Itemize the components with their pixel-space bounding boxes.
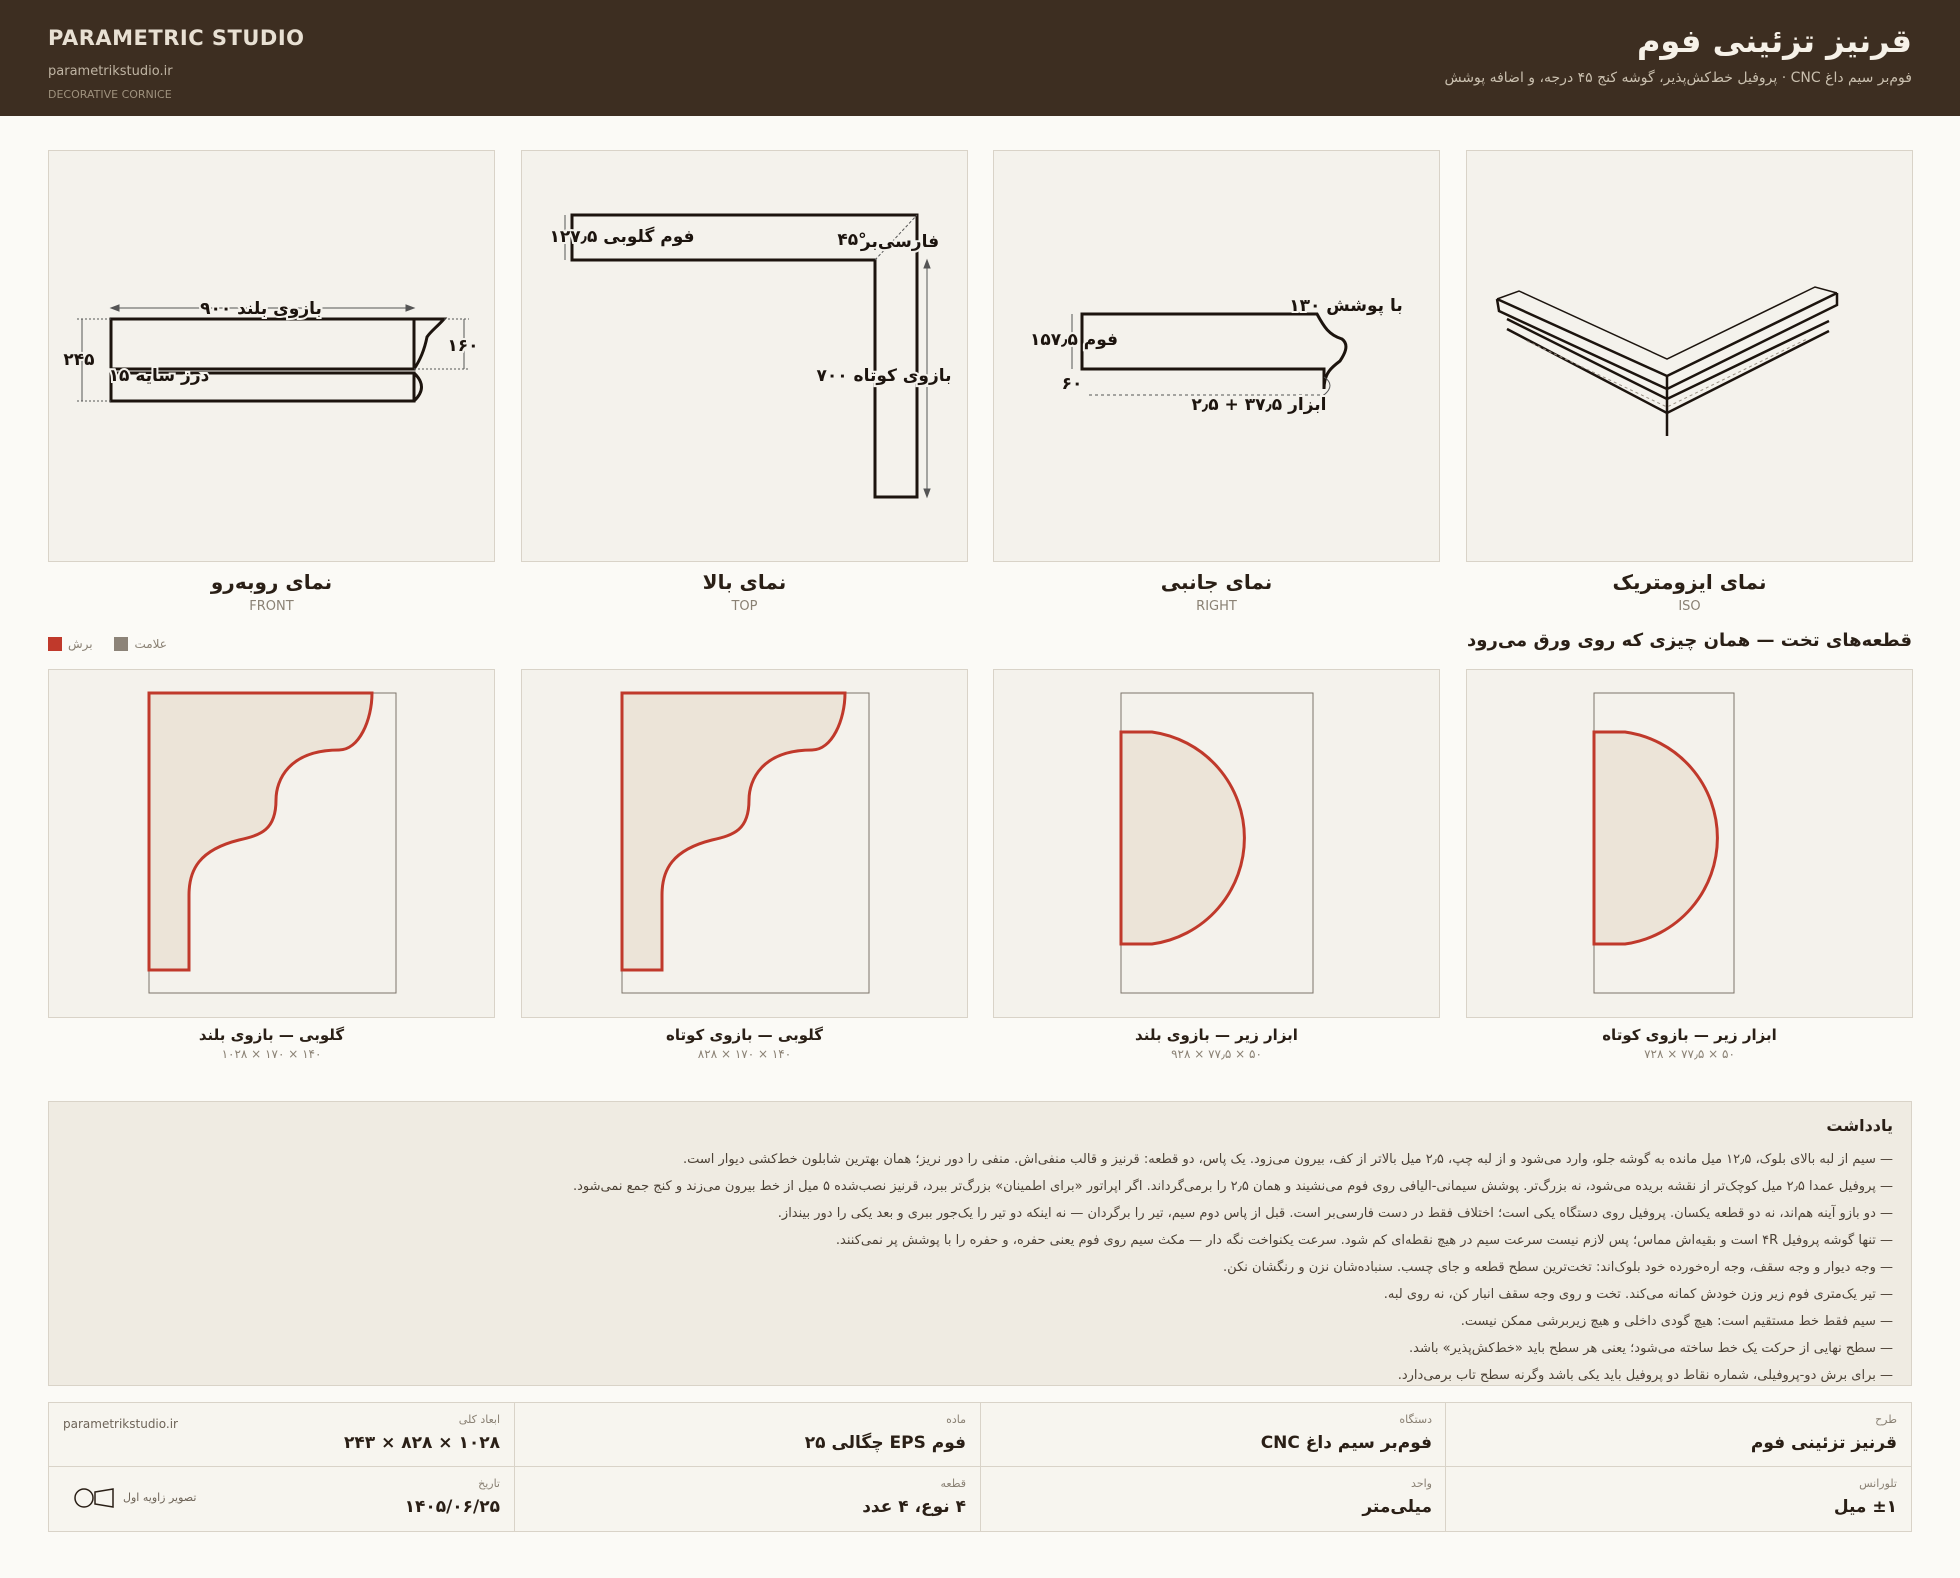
tb-design-value: قرنیز تزئینی فوم — [1750, 1433, 1897, 1453]
brand-url[interactable]: parametrikstudio.ir — [48, 64, 173, 79]
tb-unit-cell — [981, 1467, 1446, 1530]
front-view-drawing — [49, 151, 494, 561]
tb-machine-cell — [981, 1403, 1446, 1466]
note-item: — دو بازو آینه هم‌اند، نه دو قطعه یکسان. پروفیل روی دستگاه یکی است؛ اختلاف فقط در دست فارسی‌بر است. قبل از پاس دوم سیم، تیر را برگردان — نه اینکه دو تیر را یک‌جور ببری و بعد یکی را دور بینداز. — [777, 1206, 1893, 1221]
top-view-panel — [521, 150, 968, 562]
cut-swatch — [48, 637, 62, 651]
title-block — [48, 1402, 1912, 1532]
projection-symbol-icon — [73, 1487, 117, 1509]
brand-name: PARAMETRIC STUDIO — [48, 26, 305, 50]
tool-long-drawing — [994, 670, 1439, 1017]
notes-box — [48, 1101, 1912, 1386]
side-overlay-label: با پوشش ۱۳۰ — [1289, 296, 1403, 316]
header-bar — [0, 0, 1960, 116]
tool-short-drawing — [1467, 670, 1912, 1017]
tb-overall-value: ۱۰۲۸ × ۸۲۸ × ۲۴۳ — [344, 1433, 500, 1453]
note-item: — پروفیل عمدا ۲٫۵ میل کوچک‌تر از نقشه بریده می‌شود، نه بزرگ‌تر. پوشش سیمانی-الیافی روی فوم می‌نشیند و همان ۲٫۵ را برمی‌گرداند. اگر اپراتور «برای اطمینان» بزرگ‌تر ببرد، قرنیز نصب‌شده ۵ میل از خط بیرون می‌زند و کنج جمع نمی‌شود. — [573, 1179, 1893, 1194]
front-long-arm-label: بازوی بلند ۹۰۰ — [200, 299, 322, 319]
piece-panel-cove-short — [521, 669, 968, 1018]
note-item: — وجه دیوار و وجه سقف، وجه اره‌خورده خود بلوک‌اند: تخت‌ترین سطح قطعه و جای چسب. سنباده‌شان نزن و رنگشان نکن. — [1223, 1260, 1893, 1275]
iso-view-drawing — [1467, 151, 1912, 561]
iso-view-panel — [1466, 150, 1913, 562]
note-item: — تنها گوشه پروفیل ۴R است و بقیه‌اش مماس؛ پس لازم نیست سرعت سیم در هیچ نقطه‌ای کم شود. سرعت یکنواخت نگه دار — مکث سیم روی فوم یعنی حفره، و حفره را با پوشش پر نمی‌کنند. — [835, 1233, 1893, 1248]
note-item: — سیم فقط خط مستقیم است: هیچ گودی داخلی و هیچ زیربرشی ممکن نیست. — [1460, 1314, 1893, 1329]
tb-material-label: ماده — [946, 1413, 966, 1426]
tb-tolerance-label: تلورانس — [1859, 1477, 1897, 1490]
piece-title-cove-short: گلوبی — بازوی کوتاه — [666, 1026, 823, 1044]
tb-design-cell — [1446, 1403, 1911, 1466]
front-view-code: FRONT — [249, 599, 294, 614]
tb-overall-cell — [49, 1403, 514, 1466]
front-height-160-label: ۱۶۰ — [447, 336, 479, 356]
tb-date-value: ۱۴۰۵/۰۶/۲۵ — [404, 1497, 500, 1517]
legend — [48, 636, 167, 651]
piece-title-tool-long: ابزار زیر — بازوی بلند — [1135, 1026, 1298, 1044]
piece-panel-tool-long — [993, 669, 1440, 1018]
tb-parts-value: ۴ نوع، ۴ عدد — [862, 1497, 966, 1517]
flat-pieces-section-title: قطعه‌های تخت — همان چیزی که روی ورق می‌رود — [1467, 630, 1912, 651]
top-view-code: TOP — [731, 599, 758, 614]
legend-mark-label: علامت — [134, 636, 167, 651]
iso-view-code: ISO — [1678, 599, 1701, 614]
side-view-panel — [993, 150, 1440, 562]
tb-machine-label: دستگاه — [1399, 1413, 1432, 1426]
tb-material-cell — [515, 1403, 980, 1466]
tb-brand[interactable]: parametrikstudio.ir — [63, 1417, 178, 1431]
piece-title-tool-short: ابزار زیر — بازوی کوتاه — [1602, 1026, 1777, 1044]
side-foam-label: فوم ۱۵۷٫۵ — [1029, 330, 1119, 350]
legend-cut-label: برش — [68, 636, 93, 651]
tb-projection-label: تصویر زاویه اول — [123, 1491, 197, 1504]
top-short-arm-label: بازوی کوتاه ۷۰۰ — [816, 366, 952, 386]
notes-list — [73, 1146, 1893, 1389]
note-item: — تیر یک‌متری فوم زیر وزن خودش کمانه می‌کند. تخت و روی وجه سقف انبار کن، نه روی لبه. — [1383, 1287, 1893, 1302]
front-view-title: نمای رو‌به‌رو — [210, 570, 333, 594]
piece-panel-cove-long — [48, 669, 495, 1018]
note-item: — سطح نهایی از حرکت یک خط ساخته می‌شود؛ یعنی هر سطح باید «خط‌کش‌پذیر» باشد. — [1409, 1341, 1893, 1356]
tb-date-label: تاریخ — [478, 1477, 500, 1490]
tb-material-value: فوم EPS چگالی ۲۵ — [804, 1433, 966, 1453]
piece-title-cove-long: گلوبی — بازوی بلند — [198, 1026, 345, 1044]
tb-date-cell — [49, 1467, 514, 1530]
tb-design-label: طرح — [1875, 1413, 1897, 1426]
tb-unit-label: واحد — [1411, 1477, 1432, 1490]
side-60-label: ۶۰ — [1061, 374, 1083, 394]
piece-dims-cove-short: ۱۴۰ × ۱۷۰ × ۸۲۸ — [697, 1047, 792, 1061]
tb-tolerance-value: ±۱ میل — [1833, 1497, 1897, 1517]
tb-overall-label: ابعاد کلی — [458, 1413, 500, 1426]
note-item: — برای برش دو-پروفیلی، شماره نقاط دو پروفیل باید یکی باشد وگرنه سطح تاب برمی‌دارد. — [1397, 1368, 1893, 1383]
cove-long-drawing — [49, 670, 494, 1017]
piece-dims-tool-long: ۵۰ × ۷۷٫۵ × ۹۲۸ — [1171, 1047, 1262, 1061]
side-view-drawing — [994, 151, 1439, 561]
brand-tagline: DECORATIVE CORNICE — [48, 88, 172, 101]
tb-parts-cell — [515, 1467, 980, 1530]
piece-dims-tool-short: ۵۰ × ۷۷٫۵ × ۷۲۸ — [1644, 1047, 1735, 1061]
tb-tolerance-cell — [1446, 1467, 1911, 1530]
tb-machine-value: فوم‌بر سیم داغ CNC — [1260, 1433, 1432, 1453]
cove-short-drawing — [522, 670, 967, 1017]
side-view-code: RIGHT — [1196, 599, 1237, 614]
tb-unit-value: میلی‌متر — [1362, 1497, 1432, 1517]
note-item: — سیم از لبه بالای بلوک، ۱۲٫۵ میل مانده به گوشه جلو، وارد می‌شود و از لبه چپ، ۲٫۵ میل بالاتر از کف، بیرون می‌زود. یک پاس، دو قطعه: قرنیز و قالب منفی‌اش. منفی را دور نریز؛ همان بهترین شابلون خط‌کشی دیوار است. — [683, 1152, 1893, 1167]
top-foam-label: فوم گلوبی ۱۲۷٫۵ — [549, 227, 695, 247]
page-subtitle: فوم‌بر سیم داغ CNC · پروفیل خط‌کش‌پذیر، گوشه کنج ۴۵ درجه، و اضافه پوشش — [1444, 70, 1912, 86]
front-shadow-gap-label: درز سایه ۱۵ — [108, 366, 210, 386]
side-tool-label: ابزار ۳۷٫۵ + ۲٫۵ — [1191, 395, 1327, 415]
top-view-title: نمای بالا — [702, 570, 787, 594]
iso-view-title: نمای ایزومتریک — [1612, 570, 1767, 594]
tb-parts-label: قطعه — [940, 1477, 966, 1490]
page-title: قرنیز تزئینی فوم — [1636, 22, 1912, 60]
notes-title: یادداشت — [1826, 1116, 1893, 1135]
top-farsibar-label: فارسی‌بر — [860, 232, 940, 252]
piece-panel-tool-short — [1466, 669, 1913, 1018]
side-view-title: نمای جانبی — [1160, 570, 1273, 594]
mark-swatch — [114, 637, 128, 651]
top-angle-label: ۴۵° — [837, 230, 867, 250]
piece-dims-cove-long: ۱۴۰ × ۱۷۰ × ۱۰۲۸ — [221, 1047, 322, 1061]
front-view-panel — [48, 150, 495, 562]
front-height-245-label: ۲۴۵ — [63, 350, 95, 370]
top-view-drawing — [522, 151, 967, 561]
